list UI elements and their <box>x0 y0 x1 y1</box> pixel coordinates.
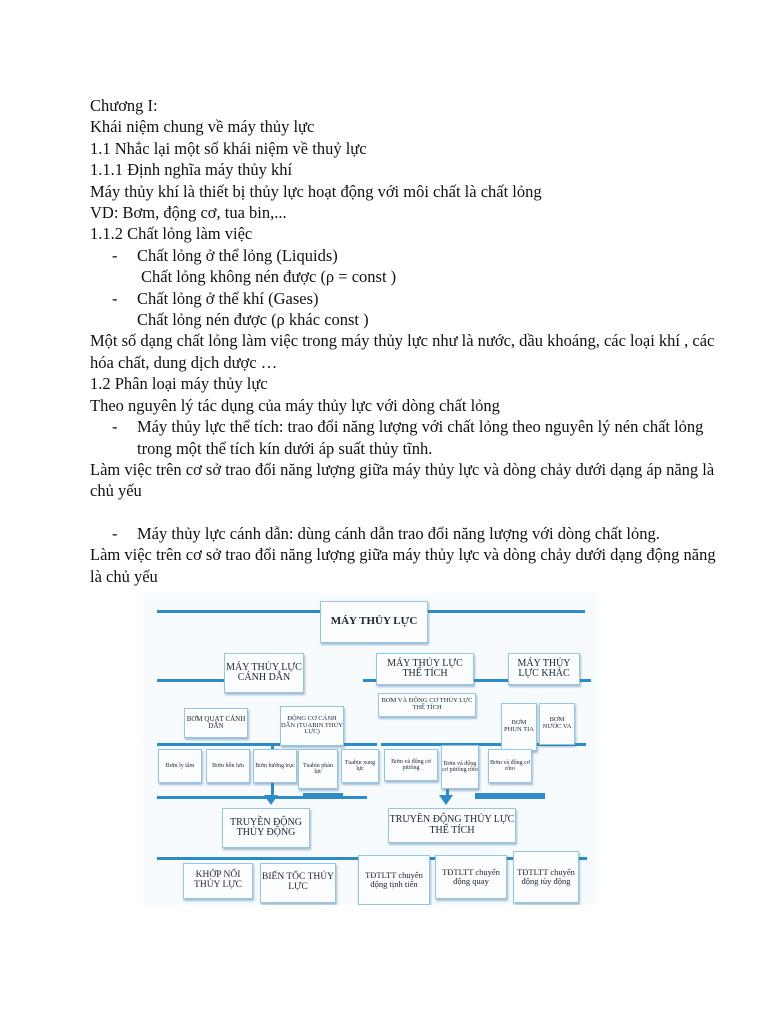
document-body <box>90 95 730 587</box>
node-vane-motor: ĐỘNG CƠ CÁNH DẪN (TUABIN THỦY LỰC) <box>280 706 344 746</box>
section-1-1-1: 1.1.1 Định nghĩa máy thủy khí <box>90 160 293 180</box>
bullet-dash: - <box>112 523 118 543</box>
node-rotary-pump-motor: Bơm và động cơ rôto <box>488 749 532 783</box>
node-other-machine: MÁY THỦY LỰC KHÁC <box>508 653 580 685</box>
spacer <box>90 502 730 523</box>
node-water-hammer-pump: BƠM NƯỚC VA <box>539 703 575 745</box>
node-vane-machine: MÁY THỦY LỰC CÁNH DẪN <box>224 653 304 693</box>
node-volumetric-machine: MÁY THỦY LỰC THỂ TÍCH <box>376 653 474 685</box>
node-piston-pump-motor: Bơm và động cơ pittông <box>384 749 438 781</box>
section-1-2: 1.2 Phân loại máy thủy lực <box>90 374 268 394</box>
node-reaction-turbine: Tuabin phản lực <box>298 749 338 789</box>
chapter-subtitle: Khái niệm chung về máy thủy lực <box>90 117 315 137</box>
gases-note: Chất lỏng nén được (ρ khác const ) <box>137 310 369 330</box>
node-mixed-flow-pump: Bơm hỗn lưu <box>206 749 250 783</box>
bullet-text: Máy thủy lực thể tích: trao đổi năng lượng với chất lỏng theo nguyên lý nén chất lỏng trong một thể tích kín dưới áp suất thủy tĩnh. <box>137 417 704 458</box>
node-fluid-coupling: KHỚP NỐI THỦY LỰC <box>183 863 253 899</box>
root-node: MÁY THỦY LỰC <box>320 601 428 643</box>
node-hydrodynamic-transmission: TRUYỀN ĐỘNG THỦY ĐỘNG <box>222 808 310 848</box>
bullet-vane <box>90 523 730 544</box>
connector-bar <box>157 743 377 746</box>
bullet-text: Máy thủy lực cánh dẫn: dùng cánh dẫn trao đổi năng lượng với dòng chất lỏng. <box>137 523 660 543</box>
node-axial-pump: Bơm hướng trục <box>253 749 297 783</box>
bullet-volumetric <box>90 416 730 459</box>
bullet-liquids <box>90 245 730 266</box>
connector-band <box>303 793 343 799</box>
node-volumetric-pump-motor: BƠM VÀ ĐỘNG CƠ THỦY LỰC THỂ TÍCH <box>378 693 476 717</box>
section-1-1: 1.1 Nhắc lại một số khái niệm về thuỷ lực <box>90 138 367 158</box>
connector-bar <box>427 610 585 613</box>
paragraph-example: VD: Bơm, động cơ, tua bin,... <box>90 203 287 223</box>
node-jet-pump: BƠM PHUN TIA <box>501 703 537 751</box>
liquids-note: Chất lỏng không nén được (ρ = const ) <box>141 267 397 287</box>
node-centrifugal-pump: Bơm ly tâm <box>158 749 202 783</box>
bullet-dash: - <box>112 288 118 308</box>
chapter-title: Chương I: <box>90 96 158 115</box>
connector-bar <box>157 610 321 613</box>
node-volumetric-transmission: TRUYỀN ĐỘNG THỦY LỰC THỂ TÍCH <box>388 808 516 843</box>
node-torque-converter: BIẾN TỐC THỦY LỰC <box>260 863 336 903</box>
paragraph-volumetric-work: Làm việc trên cơ sở trao đổi năng lượng giữa máy thủy lực và dòng chảy dưới dạng áp năng là chủ yếu <box>90 459 715 501</box>
bullet-text: Chất lỏng ở thể khí (Gases) <box>137 288 319 308</box>
bullet-text: Chất lỏng ở thể lỏng (Liquids) <box>137 245 338 265</box>
node-rotary-piston-pump-motor: Bơm và động cơ pittông rôto <box>441 745 479 789</box>
bullet-dash: - <box>112 417 118 437</box>
bullet-gases <box>90 288 730 309</box>
connector-band <box>475 793 545 799</box>
arrow-down-icon <box>264 795 278 805</box>
paragraph-definition: Máy thủy khí là thiết bị thủy lực hoạt động với môi chất là chất lỏng <box>90 181 542 201</box>
section-1-1-2: 1.1.2 Chất lỏng làm việc <box>90 224 253 244</box>
node-linear-transmission: TĐTLTT chuyển động tịnh tiến <box>358 855 430 905</box>
paragraph-fluids: Một số dạng chất lỏng làm việc trong máy thủy lực như là nước, dầu khoáng, các loại khí , các hóa chất, dung dịch dược … <box>90 331 715 372</box>
node-impulse-turbine: Tuabin xung lực <box>341 749 379 783</box>
node-vane-pump: BƠM QUẠT CÁNH DẪN <box>184 708 248 738</box>
paragraph-principle: Theo nguyên lý tác dụng của máy thủy lực với dòng chất lỏng <box>90 395 500 415</box>
node-rotary-transmission: TĐTLTT chuyển động quay <box>435 855 507 899</box>
paragraph-vane-work: Làm việc trên cơ sở trao đổi năng lượng giữa máy thủy lực và dòng chảy dưới dạng động năng là chủ yếu <box>90 545 716 586</box>
bullet-dash: - <box>112 245 118 265</box>
node-servo-transmission: TĐTLTT chuyển động tùy động <box>513 851 579 903</box>
arrow-down-icon <box>439 795 453 805</box>
hydraulic-machine-diagram <box>143 593 597 905</box>
